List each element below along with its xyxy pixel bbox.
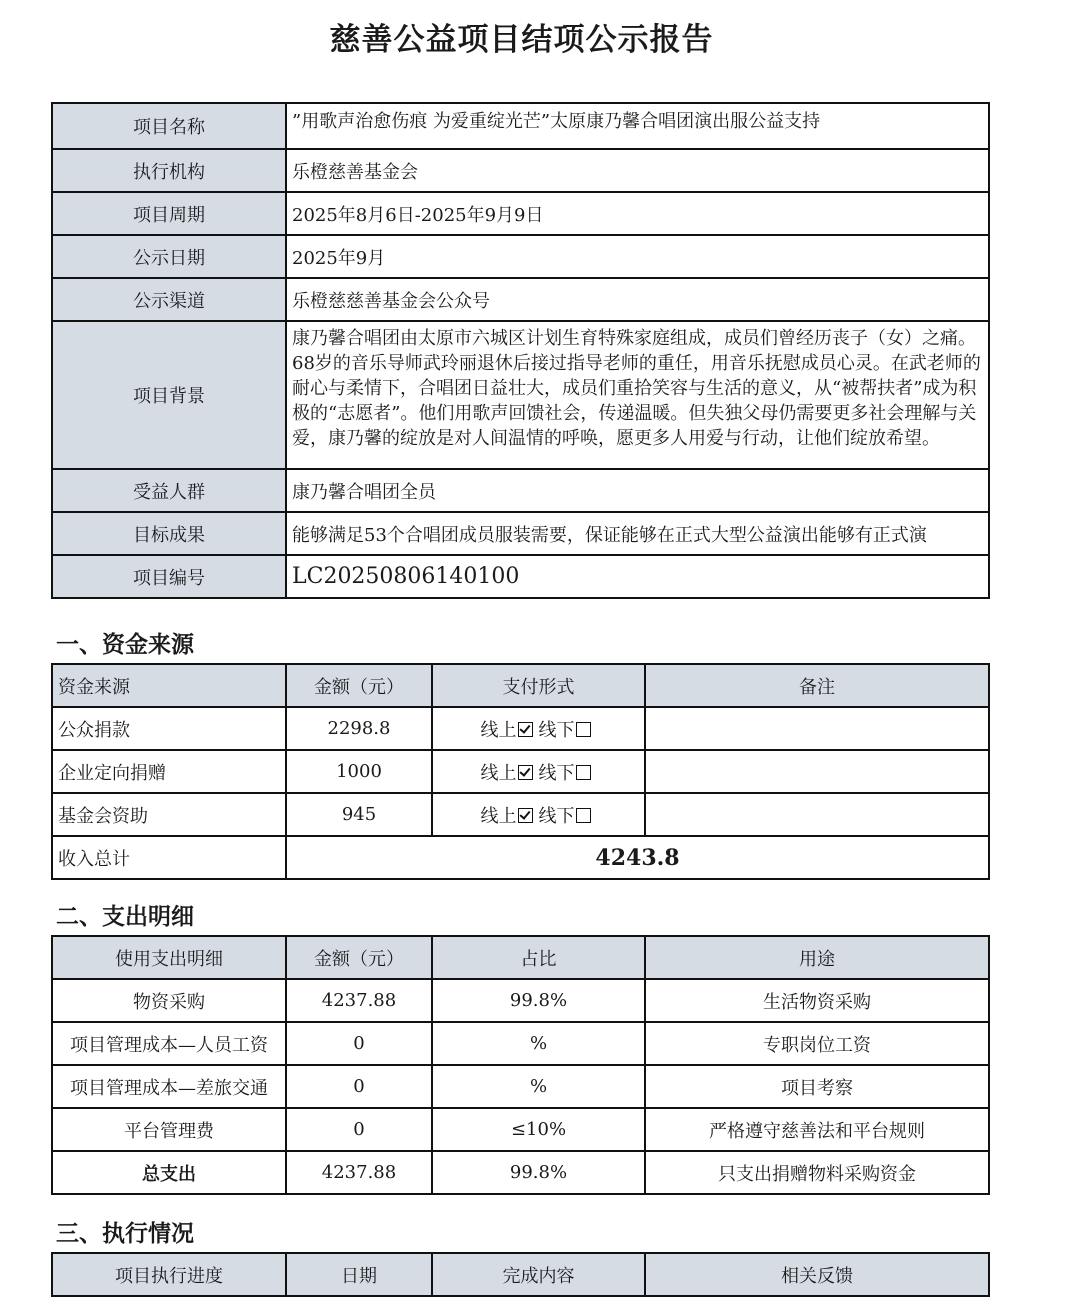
info-label: 项目名称: [52, 103, 286, 149]
expense-item: 项目管理成本—差旅交通: [52, 1065, 286, 1108]
expense-use: 项目考察: [645, 1065, 989, 1108]
info-value-date: 2025年9月: [286, 235, 989, 278]
expense-amount: 0: [286, 1022, 432, 1065]
checkbox-unchecked-icon: [576, 722, 591, 737]
info-value-project-name: ”用歌声治愈伤痕 为爱重绽光芒”太原康乃馨合唱团演出服公益支持: [286, 103, 989, 149]
online-label: 线上: [480, 762, 517, 784]
col-header: 相关反馈: [645, 1253, 989, 1296]
expense-item: 平台管理费: [52, 1108, 286, 1151]
expense-row: [52, 1022, 989, 1065]
checkbox-unchecked-icon: [576, 808, 591, 823]
report-title: 慈善公益项目结项公示报告: [329, 22, 714, 58]
col-header: 资金来源: [52, 664, 286, 707]
fund-source: 公众捐款: [52, 707, 286, 750]
info-label: 项目周期: [52, 192, 286, 235]
info-row-beneficiaries: [52, 469, 989, 512]
online-label: 线上: [480, 719, 517, 741]
info-label: 项目编号: [52, 555, 286, 598]
info-row-channel: [52, 278, 989, 321]
funds-table: [51, 663, 990, 880]
expense-amount: 0: [286, 1108, 432, 1151]
expense-row: [52, 1065, 989, 1108]
fund-note: [645, 707, 989, 750]
info-value-beneficiaries: 康乃馨合唱团全员: [286, 469, 989, 512]
fund-note: [645, 750, 989, 793]
fund-amount: 2298.8: [286, 707, 432, 750]
funds-row: [52, 707, 989, 750]
offline-label: 线下: [538, 719, 575, 741]
col-header: 金额（元）: [286, 664, 432, 707]
fund-source: 基金会资助: [52, 793, 286, 836]
expense-use: 专职岗位工资: [645, 1022, 989, 1065]
info-value-background: 康乃馨合唱团由太原市六城区计划生育特殊家庭组成，成员们曾经历丧子（女）之痛。68岁的音乐导师武玲丽退休后接过指导老师的重任，用音乐抚慰成员心灵。在武老师的耐心与柔情下，合唱团日益壮大，成员们重拾笑容与生活的意义，从“被帮扶者”成为积极的“志愿者”。他们用歌声回馈社会，传递温暖。但失独父母仍需要更多社会理解与关爱，康乃馨的绽放是对人间温情的呼唤，愿更多人用爱与行动，让他们绽放希望。: [286, 321, 989, 469]
info-value-goal: 能够满足53个合唱团成员服装需要，保证能够在正式大型公益演出能够有正式演: [286, 512, 989, 555]
info-row-date: [52, 235, 989, 278]
payment-method: [432, 793, 645, 836]
section-heading-expenses: 二、支出明细: [56, 904, 194, 930]
expense-ratio: %: [432, 1065, 645, 1108]
fund-amount: 945: [286, 793, 432, 836]
col-header: 用途: [645, 936, 989, 979]
col-header: 金额（元）: [286, 936, 432, 979]
online-label: 线上: [480, 805, 517, 827]
info-label: 项目背景: [52, 321, 286, 469]
total-expense-label: 总支出: [52, 1151, 286, 1194]
info-row-goal: [52, 512, 989, 555]
info-label: 公示渠道: [52, 278, 286, 321]
info-value-org: 乐橙慈善基金会: [286, 149, 989, 192]
expense-item: 物资采购: [52, 979, 286, 1022]
expense-row: [52, 979, 989, 1022]
info-row-org: [52, 149, 989, 192]
execution-table: [51, 1252, 990, 1297]
checkbox-checked-icon: [518, 722, 533, 737]
expense-ratio: 99.8%: [432, 979, 645, 1022]
project-info-table: [51, 102, 990, 599]
info-label: 执行机构: [52, 149, 286, 192]
expenses-header-row: [52, 936, 989, 979]
info-label: 公示日期: [52, 235, 286, 278]
total-income-value: 4243.8: [286, 836, 989, 879]
expense-use: 生活物资采购: [645, 979, 989, 1022]
info-row-background: [52, 321, 989, 469]
expense-amount: 4237.88: [286, 979, 432, 1022]
total-expense-amount: 4237.88: [286, 1151, 432, 1194]
info-row-name: [52, 103, 989, 149]
col-header: 支付形式: [432, 664, 645, 707]
fund-source: 企业定向捐赠: [52, 750, 286, 793]
checkbox-checked-icon: [518, 765, 533, 780]
section-heading-execution: 三、执行情况: [56, 1221, 194, 1247]
info-value-project-code: LC20250806140100: [286, 555, 989, 598]
funds-total-row: [52, 836, 989, 879]
col-header: 项目执行进度: [52, 1253, 286, 1296]
total-expense-ratio: 99.8%: [432, 1151, 645, 1194]
total-expense-use: 只支出捐赠物料采购资金: [645, 1151, 989, 1194]
expense-item: 项目管理成本—人员工资: [52, 1022, 286, 1065]
info-label: 目标成果: [52, 512, 286, 555]
funds-header-row: [52, 664, 989, 707]
col-header: 使用支出明细: [52, 936, 286, 979]
expense-use: 严格遵守慈善法和平台规则: [645, 1108, 989, 1151]
info-value-period: 2025年8月6日-2025年9月9日: [286, 192, 989, 235]
info-value-channel: 乐橙慈慈善基金会公众号: [286, 278, 989, 321]
execution-header-row: [52, 1253, 989, 1296]
expense-amount: 0: [286, 1065, 432, 1108]
info-label: 受益人群: [52, 469, 286, 512]
col-header: 占比: [432, 936, 645, 979]
col-header: 备注: [645, 664, 989, 707]
expense-row: [52, 1108, 989, 1151]
payment-method: [432, 750, 645, 793]
checkbox-checked-icon: [518, 808, 533, 823]
col-header: 完成内容: [432, 1253, 645, 1296]
section-heading-funds: 一、资金来源: [56, 632, 194, 658]
expenses-table: [51, 935, 990, 1195]
offline-label: 线下: [538, 805, 575, 827]
expense-total-row: [52, 1151, 989, 1194]
expense-ratio: ≤10%: [432, 1108, 645, 1151]
checkbox-unchecked-icon: [576, 765, 591, 780]
info-row-code: [52, 555, 989, 598]
funds-row: [52, 750, 989, 793]
offline-label: 线下: [538, 762, 575, 784]
funds-row: [52, 793, 989, 836]
fund-amount: 1000: [286, 750, 432, 793]
expense-ratio: %: [432, 1022, 645, 1065]
fund-note: [645, 793, 989, 836]
info-row-period: [52, 192, 989, 235]
col-header: 日期: [286, 1253, 432, 1296]
total-income-label: 收入总计: [52, 836, 286, 879]
payment-method: [432, 707, 645, 750]
